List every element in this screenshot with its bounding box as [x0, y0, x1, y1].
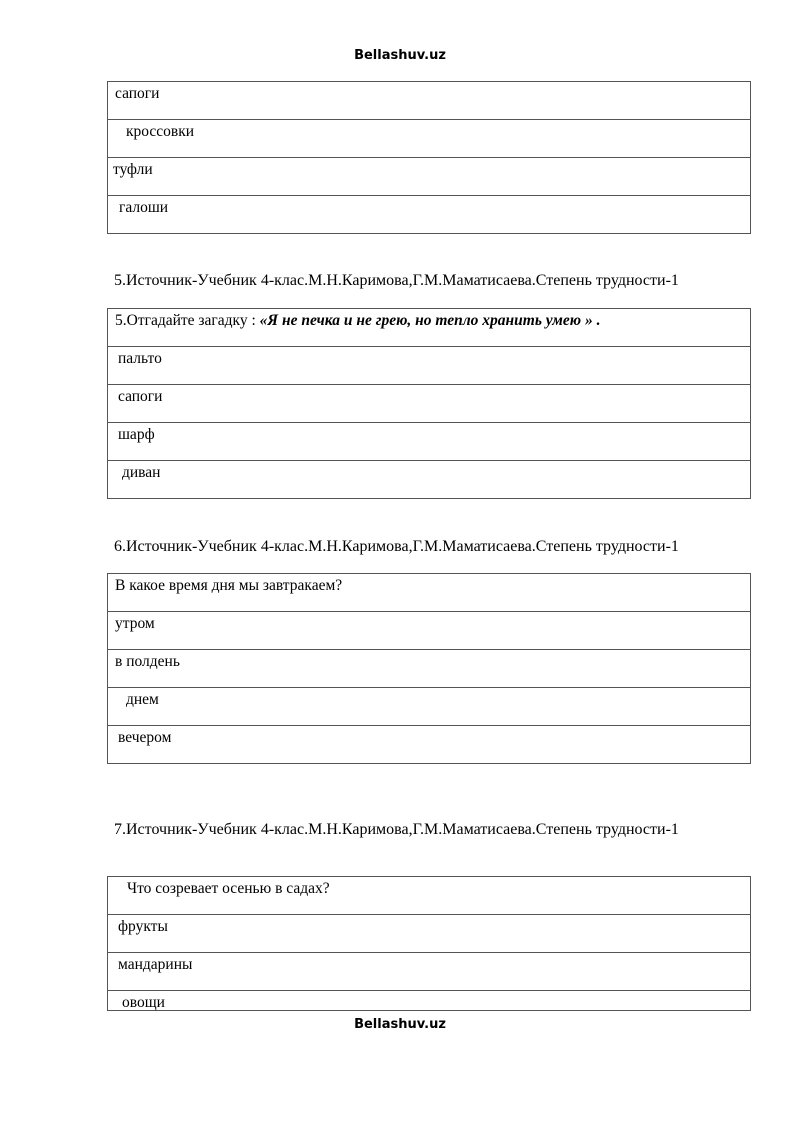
answer-option: мандарины	[108, 953, 751, 991]
question-table-5	[107, 308, 751, 499]
header-site-name: Bellashuv.uz	[354, 48, 446, 63]
question-text: Что созревает осенью в садах?	[127, 880, 330, 897]
question-text: 5.Отгадайте загадку :	[115, 312, 260, 329]
source-line-5: 5.Источник-Учебник 4-клас.М.Н.Каримова,Г.М.Маматисаева.Степень трудности-1	[114, 272, 679, 289]
question-cell	[108, 877, 751, 915]
answer-option: диван	[108, 461, 751, 499]
answer-option: шарф	[108, 423, 751, 461]
question-text: В какое время дня мы завтракаем?	[115, 577, 343, 594]
answer-option: пальто	[108, 347, 751, 385]
answer-option: днем	[108, 688, 751, 726]
source-line-7: 7.Источник-Учебник 4-клас.М.Н.Каримова,Г.М.Маматисаева.Степень трудности-1	[114, 821, 679, 838]
answer-option: утром	[108, 612, 751, 650]
answer-option: кроссовки	[108, 120, 751, 158]
question-table-4	[107, 81, 751, 234]
answer-option: сапоги	[108, 385, 751, 423]
footer-site-name: Bellashuv.uz	[354, 1017, 446, 1032]
answer-option: сапоги	[108, 82, 751, 120]
answer-option: в полдень	[108, 650, 751, 688]
answer-option: фрукты	[108, 915, 751, 953]
riddle-quote: «Я не печка и не грею, но тепло хранить умею » .	[259, 312, 601, 329]
answer-option: овощи	[108, 991, 751, 1011]
question-cell	[108, 574, 751, 612]
answer-option: туфли	[108, 158, 751, 196]
answer-option: галоши	[108, 196, 751, 234]
question-cell	[108, 309, 751, 347]
answer-option: вечером	[108, 726, 751, 764]
source-line-6: 6.Источник-Учебник 4-клас.М.Н.Каримова,Г.М.Маматисаева.Степень трудности-1	[114, 538, 679, 555]
question-table-7	[107, 876, 751, 1011]
question-table-6	[107, 573, 751, 764]
